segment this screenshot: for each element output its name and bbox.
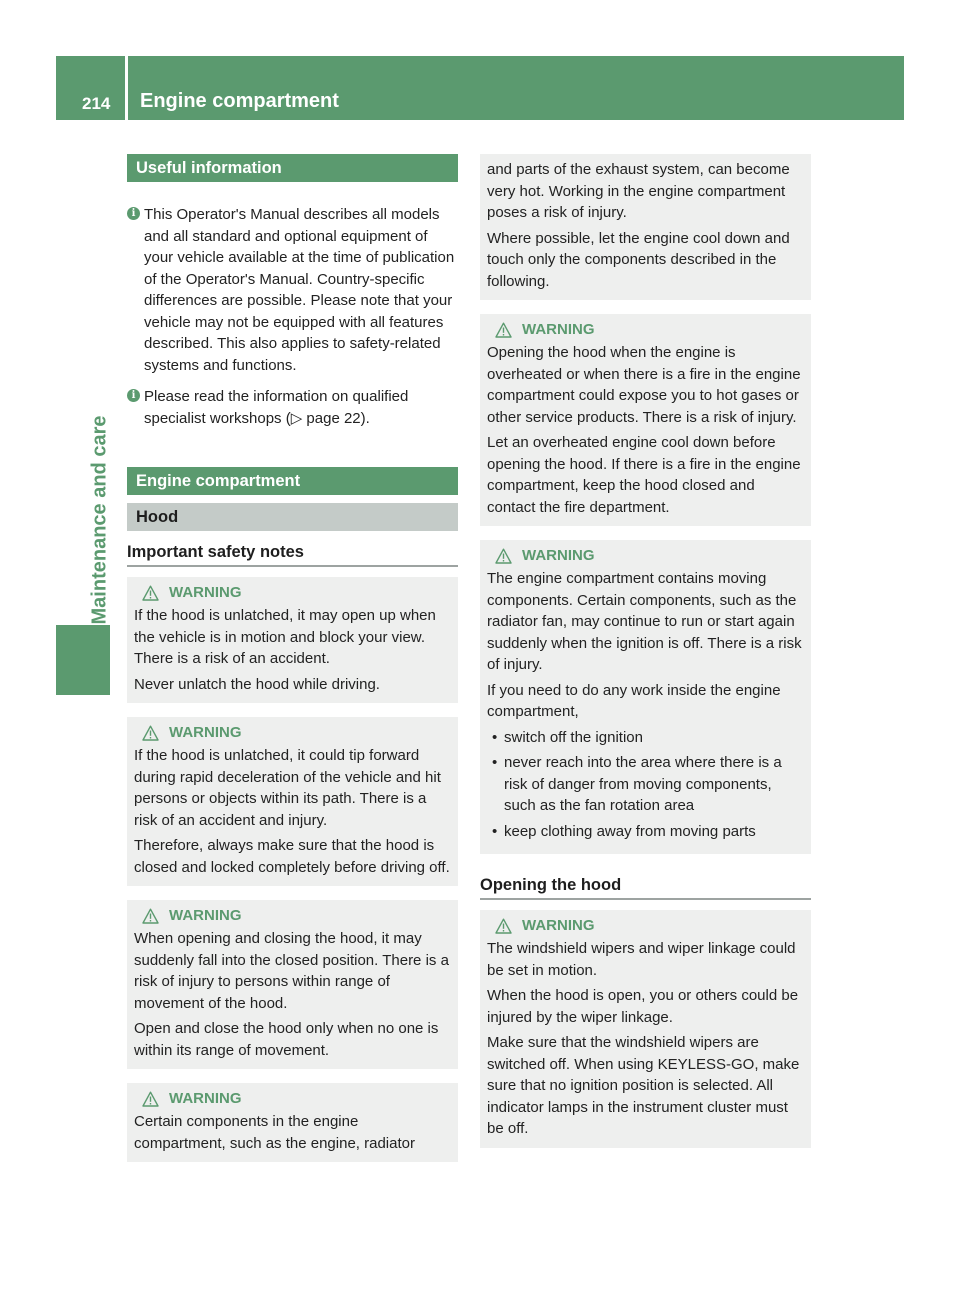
warning-text: Open and close the hood only when no one is within its range of movement. — [134, 1020, 439, 1059]
warning-text: Make sure that the windshield wipers are switched off. When using KEYLESS-GO, make sure that no ignition position is selected. All indicator lamps in the instrument cluster must be off. — [487, 1034, 800, 1137]
right-column — [480, 154, 811, 1148]
side-tab-block — [56, 625, 110, 695]
side-tab-label: Maintenance and care — [88, 415, 111, 625]
warning-triangle-icon — [495, 322, 512, 338]
hood-title: Hood — [127, 503, 458, 531]
warning-text: Never unlatch the hood while driving. — [134, 675, 380, 693]
bullet-item: • keep clothing away from moving parts — [487, 821, 804, 843]
warning-box-continued — [480, 154, 811, 300]
info-icon: i — [127, 389, 140, 402]
left-column — [127, 154, 458, 1162]
warning-box — [127, 1083, 458, 1162]
warning-title: WARNING — [522, 547, 595, 564]
header-title: Engine compartment — [140, 90, 339, 112]
engine-compartment-title: Engine compartment — [127, 467, 458, 495]
warning-text: When opening and closing the hood, it may suddenly fall into the closed position. There is a risk of injury to persons within range of movement of the hood. — [134, 930, 449, 1012]
warning-text: The windshield wipers and wiper linkage could be set in motion. — [487, 940, 796, 979]
warning-box — [127, 577, 458, 703]
warning-text: If you need to do any work inside the engine compartment, — [487, 681, 781, 720]
warning-triangle-icon — [142, 725, 159, 741]
warning-text: Opening the hood when the engine is overheated or when there is a fire in the engine compartment could expose you to hot gases or other service products. There is a risk of injury. — [487, 344, 801, 426]
warning-triangle-icon — [495, 548, 512, 564]
info-text: This Operator's Manual describes all models and all standard and optional equipment of your vehicle available at the time of publication of the Operator's Manual. Country-specific differences are possible. Please note that your vehicle may not be equipped with all features described. This also applies to safety-related systems and functions. — [144, 206, 455, 374]
warning-triangle-icon — [142, 1091, 159, 1107]
warning-triangle-icon — [142, 908, 159, 924]
useful-info-title: Useful information — [127, 154, 458, 182]
warning-title: WARNING — [522, 917, 595, 934]
header-divider — [125, 56, 128, 120]
warning-box — [480, 314, 811, 526]
warning-text: and parts of the exhaust system, can become very hot. Working in the engine compartment poses a risk of injury. — [487, 161, 790, 221]
warning-title: WARNING — [522, 321, 595, 338]
warning-title: WARNING — [169, 907, 242, 924]
warning-box — [127, 717, 458, 886]
warning-box — [127, 900, 458, 1069]
bullet-item: • switch off the ignition — [487, 727, 804, 749]
info-item — [127, 386, 458, 429]
info-icon: i — [127, 207, 140, 220]
page-number: 214 — [82, 94, 111, 113]
warning-text: The engine compartment contains moving components. Certain components, such as the radiator fan, may continue to run or start again suddenly when the ignition is off. There is a risk of injury. — [487, 570, 802, 673]
warning-text: Where possible, let the engine cool down and touch only the components described in the following. — [487, 229, 790, 290]
warning-text: Certain components in the engine compartment, such as the engine, radiator — [134, 1113, 415, 1152]
warning-triangle-icon — [495, 918, 512, 934]
warning-box — [480, 910, 811, 1148]
bullet-item: • never reach into the area where there is a risk of danger from moving components, such as the fan rotation area — [487, 752, 804, 817]
warning-text: If the hood is unlatched, it could tip forward during rapid deceleration of the vehicle and hit persons or objects within its path. There is a risk of an accident and injury. — [134, 747, 441, 829]
info-item — [127, 204, 458, 376]
safety-notes-heading: Important safety notes — [127, 543, 458, 567]
warning-title: WARNING — [169, 724, 242, 741]
warning-text: Let an overheated engine cool down before opening the hood. If there is a fire in the engine compartment, keep the hood closed and contact the fire department. — [487, 434, 801, 516]
opening-hood-heading: Opening the hood — [480, 876, 811, 900]
warning-title: WARNING — [169, 584, 242, 601]
warning-text: If the hood is unlatched, it may open up when the vehicle is in motion and block your view. There is a risk of an accident. — [134, 607, 436, 667]
warning-box — [480, 540, 811, 854]
warning-title: WARNING — [169, 1090, 242, 1107]
warning-triangle-icon — [142, 585, 159, 601]
info-text: Please read the information on qualified specialist workshops (▷ page 22). — [144, 388, 409, 427]
warning-text: Therefore, always make sure that the hood is closed and locked completely before driving off. — [134, 837, 450, 876]
warning-text: When the hood is open, you or others could be injured by the wiper linkage. — [487, 987, 799, 1026]
